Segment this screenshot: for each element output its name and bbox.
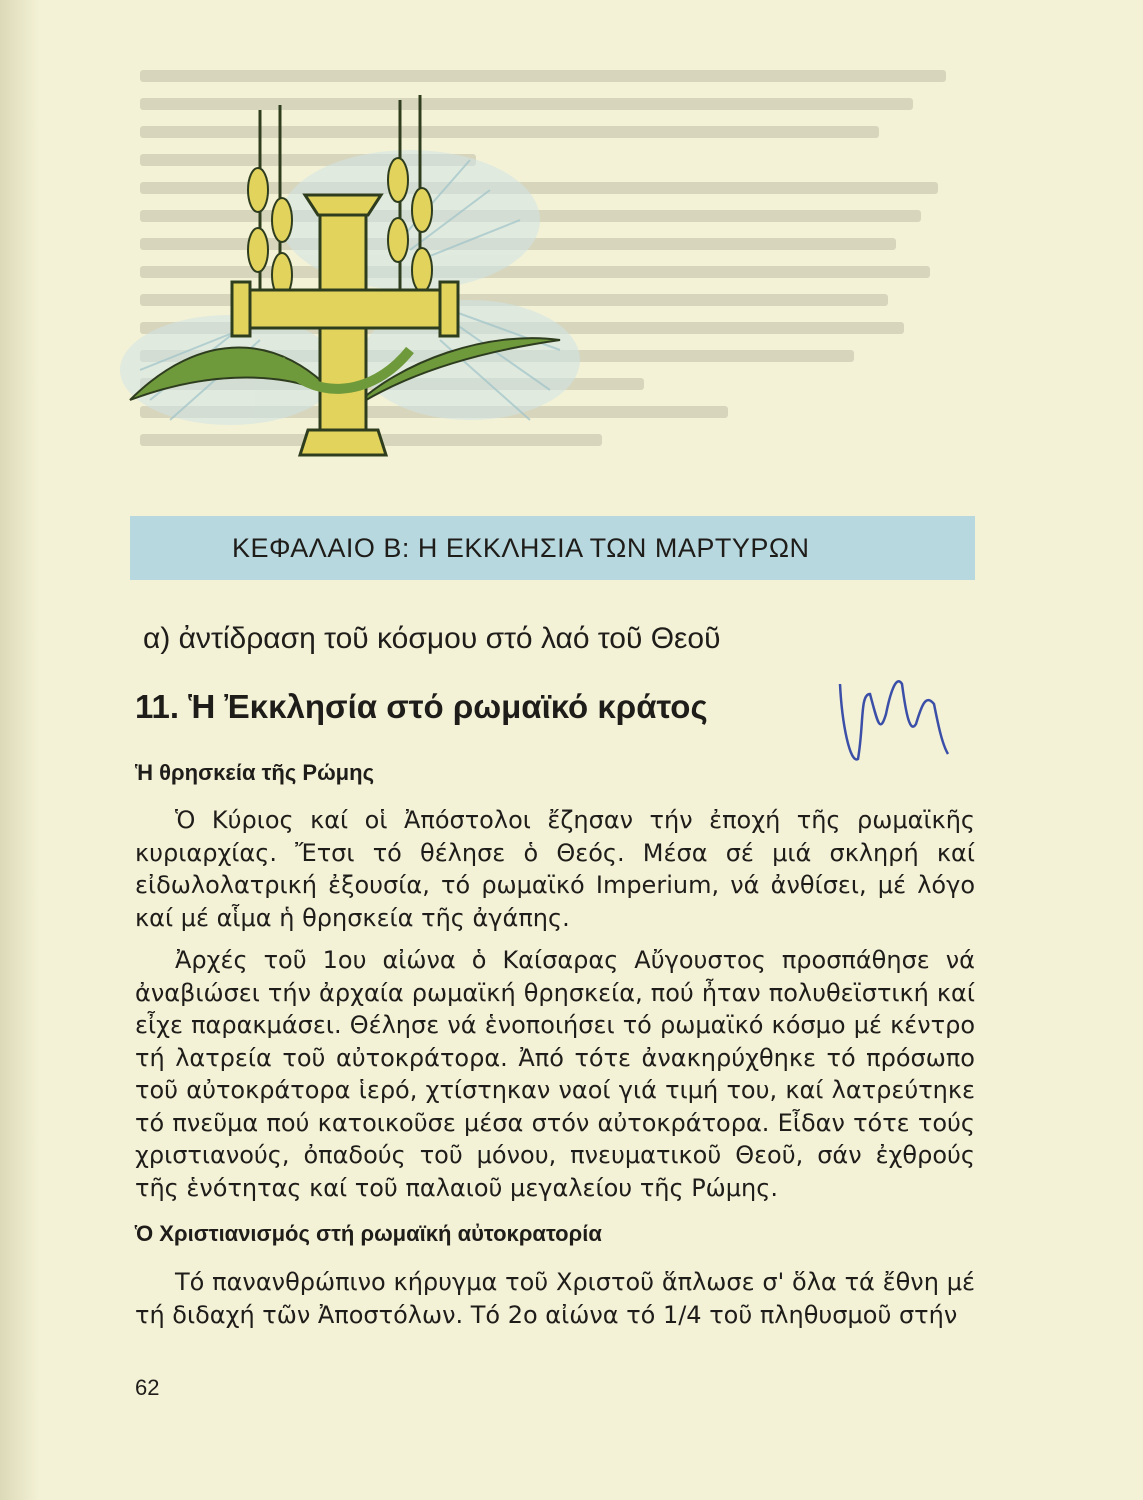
section-heading: Ὁ Χριστιανισμός στή ρωμαϊκή αὐτοκρατορία [135,1221,602,1246]
chapter-banner [130,516,975,580]
paragraph: Ἀρχές τοῦ 1ου αἰώνα ὁ Καίσαρας Αὔγουστος προσπάθησε νά ἀναβιώσει τήν ἀρχαία ρωμαϊκή θρησκεία, πού ἦταν πολυθεϊστική καί εἶχε παρακμάσει. Θέλησε νά ἑνοποιήσει τό ρωμαϊκό κόσμο μέ κέντρο τή λατρεία τοῦ αὐτοκράτορα. Ἀπό τότε ἀνακηρύχθηκε τό πρόσωπο τοῦ αὐτοκράτορα ἱερό, χτίστηκαν ναοί γιά τιμή του, καί λατρεύτηκε τό πνεῦμα πού κατοικοῦσε μέσα στόν αὐτοκράτορα. Εἶδαν τότε τούς χριστιανούς, ὀπαδούς τοῦ μόνου, πνευματικοῦ Θεοῦ, σάν ἐχθρούς τῆς ἑνότητας καί τοῦ παλαιοῦ μεγαλείου τῆς Ρώμης. [135,946,975,1202]
page-edge [0,0,40,1500]
paragraph: Τό πανανθρώπινο κήρυγμα τοῦ Χριστοῦ ἅπλωσε σ' ὅλα τά ἔθνη μέ τή διδαχή τῶν Ἀποστόλων. Τό 2ο αἰώνα τό 1/4 τοῦ πληθυσμοῦ στήν [135,1268,975,1329]
section-heading: Ἡ θρησκεία τῆς Ρώμης [135,760,375,785]
section-title: 11. Ἡ Ἐκκλησία στό ρωμαϊκό κράτος [135,688,708,725]
section-body [135,804,975,1204]
handwritten-mark [830,664,960,774]
chapter-title: ΚΕΦΑΛΑΙΟ Β: Η ΕΚΚΛΗΣΙΑ ΤΩΝ ΜΑΡΤΥΡΩΝ [232,532,810,563]
page-number: 62 [135,1375,160,1400]
section-body [135,1266,975,1331]
cross-with-wheat-icon [110,70,580,490]
paragraph: Ὁ Κύριος καί οἱ Ἀπόστολοι ἔζησαν τήν ἐποχή τῆς ρωμαϊκῆς κυριαρχίας. Ἔτσι τό θέλησε ὁ Θεός. Μέσα σέ μιά σκληρή καί εἰδωλολατρική ἐξουσία, τό ρωμαϊκό Imperium, νά ἀνθίσει, μέ λόγο καί μέ αἷμα ἡ θρησκεία τῆς ἀγάπης. [135,806,975,932]
chapter-subtitle: α) ἀντίδραση τοῦ κόσμου στό λαό τοῦ Θεοῦ [143,622,721,655]
